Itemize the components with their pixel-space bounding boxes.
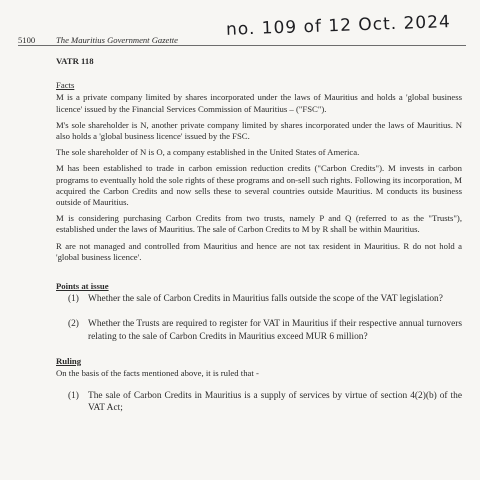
point-text: Whether the sale of Carbon Credits in Mauritius falls outside the scope of the VAT legislation? xyxy=(88,294,443,305)
facts-paragraph: M has been established to trade in carbon emission reduction credits ("Carbon Credits"). M invests in carbon programs to eventually hold the sole rights of these programs and on-sell such rights. Following its incorporation, M acquired the Carbon Credits and now sells these to several countries outside Mauritius. M conducts its business outside of Mauritius. xyxy=(56,163,462,208)
page-number: 5100 xyxy=(18,35,36,45)
point-item xyxy=(68,293,462,305)
point-text: Whether the Trusts are required to register for VAT in Mauritius if their respective annual turnovers relating to the sale of Carbon Credits in Mauritius exceed MUR 6 million? xyxy=(88,319,462,342)
point-number: (2) xyxy=(68,319,79,330)
ruling-intro: On the basis of the facts mentioned above, it is ruled that - xyxy=(56,368,259,379)
gazette-title: The Mauritius Government Gazette xyxy=(56,35,178,45)
handwritten-note: no. 109 of 12 Oct. 2024 xyxy=(225,12,452,40)
ruling-item xyxy=(68,390,462,414)
ruling-number: (1) xyxy=(68,391,79,402)
facts-paragraph: M is a private company limited by shares incorporated under the laws of Mauritius and holds a 'global business licence' issued by the Financial Services Commission of Mauritius – ("FSC"). xyxy=(56,92,462,114)
facts-paragraph: R are not managed and controlled from Mauritius and hence are not tax resident in Mauritius. R do not hold a 'global business licence'. xyxy=(56,240,462,262)
point-number: (1) xyxy=(68,294,79,305)
header-rule xyxy=(18,45,466,46)
ruling-text: The sale of Carbon Credits in Mauritius is a supply of services by virtue of section 4(2)(b) of the VAT Act; xyxy=(88,391,462,414)
facts-paragraph: M's sole shareholder is N, another private company limited by shares incorporated under the laws of Mauritius. N also holds a 'global business licence' issued by the FSC. xyxy=(56,119,462,142)
facts-heading: Facts xyxy=(56,80,75,91)
ruling-heading: Ruling xyxy=(56,355,82,366)
point-item xyxy=(68,318,462,342)
facts-paragraph: M is considering purchasing Carbon Credits from two trusts, namely P and Q (referred to as the "Trusts"), established under the laws of Mauritius. The sale of Carbon Credits to M by R shall be within Mauritius. xyxy=(56,213,462,235)
page-header xyxy=(18,12,466,46)
ruling-reference: VATR 118 xyxy=(56,56,94,66)
facts-paragraph: The sole shareholder of N is O, a company established in the United States of America. xyxy=(56,147,360,158)
points-heading: Points at issue xyxy=(56,281,109,292)
document-body xyxy=(56,56,462,415)
